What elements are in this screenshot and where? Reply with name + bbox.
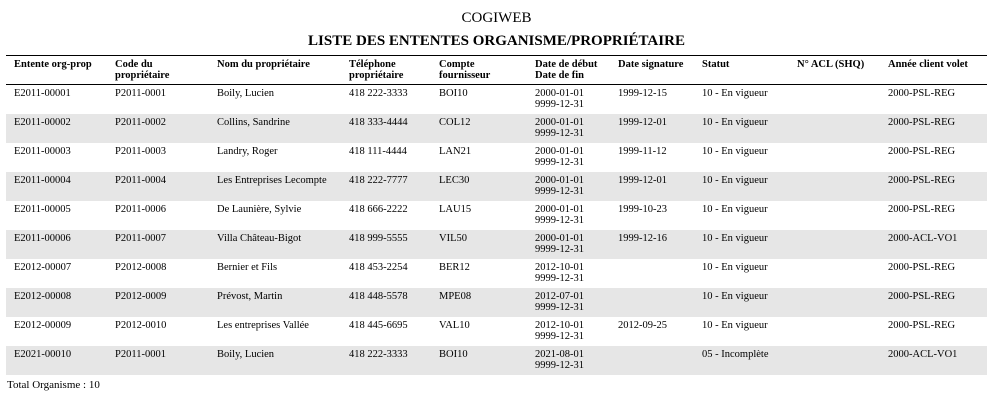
col-annee-cell bbox=[880, 288, 987, 317]
col-signature-cell bbox=[610, 201, 694, 230]
col-annee-cell bbox=[880, 201, 987, 230]
cell-value: 9999-12-31 bbox=[535, 214, 584, 226]
cell-value: E2011-00002 bbox=[14, 116, 71, 128]
col-annee-cell bbox=[880, 346, 987, 375]
col-compte-cell bbox=[431, 143, 527, 172]
column-header-label: Code du bbox=[115, 59, 153, 70]
col-code-cell bbox=[107, 172, 209, 201]
cell-value: 418 333-4444 bbox=[349, 116, 408, 128]
col-telephone-header bbox=[341, 56, 431, 85]
cell-value: 2000-PSL-REG bbox=[888, 116, 956, 128]
col-entente-cell bbox=[6, 85, 107, 114]
col-entente-cell bbox=[6, 259, 107, 288]
cell-value: 2021-08-01 bbox=[535, 348, 584, 360]
column-header-label: propriétaire bbox=[349, 70, 404, 81]
col-telephone-cell bbox=[341, 114, 431, 143]
col-compte-cell bbox=[431, 201, 527, 230]
table-row bbox=[6, 230, 987, 259]
cell-value: 10 - En vigueur bbox=[702, 145, 768, 157]
cell-value: E2011-00001 bbox=[14, 88, 71, 99]
cell-value: 10 - En vigueur bbox=[702, 290, 768, 302]
col-acl-header bbox=[789, 56, 880, 85]
cell-value: VAL10 bbox=[439, 319, 470, 331]
cell-value: 1999-12-01 bbox=[618, 116, 667, 128]
cell-value: 9999-12-31 bbox=[535, 359, 584, 371]
cell-value: 2012-10-01 bbox=[535, 261, 584, 273]
cell-value: P2011-0002 bbox=[115, 116, 166, 128]
table-row bbox=[6, 143, 987, 172]
table-row bbox=[6, 201, 987, 230]
col-code-cell bbox=[107, 288, 209, 317]
cell-value: 418 111-4444 bbox=[349, 145, 407, 157]
col-compte-cell bbox=[431, 288, 527, 317]
col-statut-cell bbox=[694, 230, 789, 259]
col-telephone-cell bbox=[341, 172, 431, 201]
cell-value: VIL50 bbox=[439, 232, 467, 244]
col-code-cell bbox=[107, 317, 209, 346]
col-acl-cell bbox=[789, 259, 880, 288]
table-header-row bbox=[6, 56, 987, 85]
table-row bbox=[6, 346, 987, 375]
table-row bbox=[6, 114, 987, 143]
col-compte-cell bbox=[431, 259, 527, 288]
col-compte-header bbox=[431, 56, 527, 85]
cell-value: 1999-12-16 bbox=[618, 232, 667, 244]
col-acl-cell bbox=[789, 114, 880, 143]
col-dates-cell bbox=[527, 317, 610, 346]
col-nom-cell bbox=[209, 317, 341, 346]
col-statut-cell bbox=[694, 172, 789, 201]
col-acl-cell bbox=[789, 317, 880, 346]
col-acl-cell bbox=[789, 85, 880, 114]
col-acl-cell bbox=[789, 230, 880, 259]
col-signature-cell bbox=[610, 114, 694, 143]
cell-value: P2012-0009 bbox=[115, 290, 167, 302]
table-row bbox=[6, 288, 987, 317]
column-header-label: Année client volet bbox=[888, 59, 968, 70]
cell-value: Collins, Sandrine bbox=[217, 116, 290, 128]
column-header-label: N° ACL (SHQ) bbox=[797, 59, 865, 70]
col-compte-cell bbox=[431, 114, 527, 143]
col-signature-cell bbox=[610, 346, 694, 375]
col-dates-cell bbox=[527, 259, 610, 288]
cell-value: 418 445-6695 bbox=[349, 319, 408, 331]
column-header-label: Statut bbox=[702, 59, 730, 70]
table-row bbox=[6, 172, 987, 201]
col-dates-cell bbox=[527, 346, 610, 375]
cell-value: P2012-0008 bbox=[115, 261, 167, 273]
col-statut-cell bbox=[694, 317, 789, 346]
cell-value: BER12 bbox=[439, 261, 470, 273]
cell-value: 2012-09-25 bbox=[618, 319, 667, 331]
col-signature-cell bbox=[610, 259, 694, 288]
col-entente-cell bbox=[6, 317, 107, 346]
col-code-cell bbox=[107, 114, 209, 143]
cell-value: 418 222-3333 bbox=[349, 88, 408, 99]
col-compte-cell bbox=[431, 172, 527, 201]
cell-value: 10 - En vigueur bbox=[702, 203, 768, 215]
col-dates-cell bbox=[527, 201, 610, 230]
cell-value: De Launière, Sylvie bbox=[217, 203, 302, 215]
cell-value: 10 - En vigueur bbox=[702, 174, 768, 186]
col-code-cell bbox=[107, 85, 209, 114]
cell-value: 9999-12-31 bbox=[535, 127, 584, 139]
col-signature-cell bbox=[610, 143, 694, 172]
cell-value: 9999-12-31 bbox=[535, 99, 584, 110]
cell-value: 9999-12-31 bbox=[535, 156, 584, 168]
column-header-label: Compte bbox=[439, 59, 475, 70]
cell-value: LEC30 bbox=[439, 174, 470, 186]
table-row bbox=[6, 259, 987, 288]
cell-value: E2011-00003 bbox=[14, 145, 71, 157]
cell-value: 2000-PSL-REG bbox=[888, 203, 956, 215]
col-signature-cell bbox=[610, 317, 694, 346]
col-telephone-cell bbox=[341, 230, 431, 259]
cell-value: COL12 bbox=[439, 116, 471, 128]
col-dates-cell bbox=[527, 172, 610, 201]
col-entente-cell bbox=[6, 114, 107, 143]
cell-value: Landry, Roger bbox=[217, 145, 278, 157]
col-annee-cell bbox=[880, 172, 987, 201]
col-statut-cell bbox=[694, 259, 789, 288]
cell-value: 418 999-5555 bbox=[349, 232, 408, 244]
cell-value: E2011-00006 bbox=[14, 232, 71, 244]
col-nom-cell bbox=[209, 201, 341, 230]
app-title: COGIWEB bbox=[461, 10, 532, 26]
cell-value: E2011-00004 bbox=[14, 174, 71, 186]
table-row bbox=[6, 85, 987, 114]
col-entente-cell bbox=[6, 201, 107, 230]
col-annee-cell bbox=[880, 259, 987, 288]
cell-value: 1999-10-23 bbox=[618, 203, 667, 215]
cell-value: 1999-11-12 bbox=[618, 145, 667, 157]
cell-value: P2011-0007 bbox=[115, 232, 166, 244]
col-nom-cell bbox=[209, 172, 341, 201]
column-header-label: Entente org-prop bbox=[14, 59, 92, 70]
cell-value: Boily, Lucien bbox=[217, 88, 275, 99]
cell-value: 9999-12-31 bbox=[535, 272, 584, 284]
cell-value: 1999-12-01 bbox=[618, 174, 667, 186]
col-nom-header bbox=[209, 56, 341, 85]
cell-value: 2000-01-01 bbox=[535, 88, 584, 99]
col-annee-cell bbox=[880, 85, 987, 114]
table-row bbox=[6, 317, 987, 346]
col-acl-cell bbox=[789, 172, 880, 201]
column-header-label: Date signature bbox=[618, 59, 684, 70]
col-statut-cell bbox=[694, 85, 789, 114]
cell-value: 2000-PSL-REG bbox=[888, 319, 956, 331]
cell-value: E2021-00010 bbox=[14, 348, 72, 360]
col-compte-cell bbox=[431, 346, 527, 375]
cell-value: 2000-PSL-REG bbox=[888, 174, 956, 186]
col-signature-cell bbox=[610, 288, 694, 317]
col-nom-cell bbox=[209, 143, 341, 172]
cell-value: E2012-00009 bbox=[14, 319, 72, 331]
col-acl-cell bbox=[789, 288, 880, 317]
col-statut-cell bbox=[694, 201, 789, 230]
col-statut-cell bbox=[694, 288, 789, 317]
cell-value: 418 222-7777 bbox=[349, 174, 408, 186]
col-statut-header bbox=[694, 56, 789, 85]
cell-value: 05 - Incomplète bbox=[702, 348, 769, 360]
cell-value: 2000-ACL-VO1 bbox=[888, 232, 958, 244]
col-telephone-cell bbox=[341, 346, 431, 375]
col-statut-cell bbox=[694, 346, 789, 375]
col-telephone-cell bbox=[341, 85, 431, 114]
col-dates-cell bbox=[527, 288, 610, 317]
col-annee-cell bbox=[880, 317, 987, 346]
cell-value: E2012-00008 bbox=[14, 290, 72, 302]
cell-value: 2012-10-01 bbox=[535, 319, 584, 331]
col-telephone-cell bbox=[341, 143, 431, 172]
cell-value: Bernier et Fils bbox=[217, 261, 278, 273]
col-telephone-cell bbox=[341, 259, 431, 288]
cell-value: Les entreprises Vallée bbox=[217, 319, 309, 331]
total-count: Total Organisme : 10 bbox=[7, 379, 100, 391]
cell-value: 2000-01-01 bbox=[535, 145, 584, 157]
col-code-cell bbox=[107, 143, 209, 172]
cell-value: P2011-0006 bbox=[115, 203, 166, 215]
column-header-label: Nom du propriétaire bbox=[217, 59, 310, 70]
cell-value: BOI10 bbox=[439, 348, 468, 360]
col-acl-cell bbox=[789, 201, 880, 230]
cell-value: 10 - En vigueur bbox=[702, 88, 768, 99]
column-header-label: Date de début bbox=[535, 59, 598, 70]
col-entente-cell bbox=[6, 143, 107, 172]
cell-value: 418 448-5578 bbox=[349, 290, 408, 302]
cell-value: LAN21 bbox=[439, 145, 472, 157]
col-dates-cell bbox=[527, 230, 610, 259]
cell-value: 9999-12-31 bbox=[535, 330, 584, 342]
cell-value: LAU15 bbox=[439, 203, 472, 215]
col-code-header bbox=[107, 56, 209, 85]
col-signature-cell bbox=[610, 230, 694, 259]
col-code-cell bbox=[107, 259, 209, 288]
cell-value: 10 - En vigueur bbox=[702, 232, 768, 244]
cell-value: 9999-12-31 bbox=[535, 185, 584, 197]
cell-value: P2011-0004 bbox=[115, 174, 166, 186]
col-dates-cell bbox=[527, 143, 610, 172]
col-compte-cell bbox=[431, 317, 527, 346]
col-entente-cell bbox=[6, 346, 107, 375]
cell-value: 2000-PSL-REG bbox=[888, 145, 956, 157]
report-title: LISTE DES ENTENTES ORGANISME/PROPRIÉTAIRE bbox=[308, 33, 685, 49]
col-code-cell bbox=[107, 230, 209, 259]
col-code-cell bbox=[107, 346, 209, 375]
col-compte-cell bbox=[431, 230, 527, 259]
col-code-cell bbox=[107, 201, 209, 230]
col-entente-cell bbox=[6, 230, 107, 259]
col-dates-header bbox=[527, 56, 610, 85]
col-acl-cell bbox=[789, 346, 880, 375]
col-nom-cell bbox=[209, 114, 341, 143]
col-nom-cell bbox=[209, 346, 341, 375]
cell-value: 9999-12-31 bbox=[535, 243, 584, 255]
col-annee-cell bbox=[880, 230, 987, 259]
col-acl-cell bbox=[789, 143, 880, 172]
cell-value: 418 222-3333 bbox=[349, 348, 408, 360]
cell-value: 2000-ACL-VO1 bbox=[888, 348, 958, 360]
col-compte-cell bbox=[431, 85, 527, 114]
table-body bbox=[6, 85, 987, 375]
cell-value: 9999-12-31 bbox=[535, 301, 584, 313]
col-annee-header bbox=[880, 56, 987, 85]
col-dates-cell bbox=[527, 114, 610, 143]
column-header-label: Téléphone bbox=[349, 59, 396, 70]
cell-value: E2011-00005 bbox=[14, 203, 71, 215]
cell-value: P2012-0010 bbox=[115, 319, 167, 331]
cell-value: E2012-00007 bbox=[14, 261, 72, 273]
column-header-label: propriétaire bbox=[115, 70, 170, 81]
cell-value: 2000-PSL-REG bbox=[888, 290, 956, 302]
col-signature-cell bbox=[610, 85, 694, 114]
col-signature-header bbox=[610, 56, 694, 85]
cell-value: 2000-01-01 bbox=[535, 174, 584, 186]
col-annee-cell bbox=[880, 143, 987, 172]
cell-value: 418 453-2254 bbox=[349, 261, 408, 273]
ententes-table bbox=[6, 55, 987, 375]
cell-value: Prévost, Martin bbox=[217, 290, 283, 302]
col-telephone-cell bbox=[341, 201, 431, 230]
cell-value: 2000-01-01 bbox=[535, 232, 584, 244]
column-header-label: Date de fin bbox=[535, 70, 584, 81]
col-nom-cell bbox=[209, 230, 341, 259]
col-nom-cell bbox=[209, 85, 341, 114]
cell-value: Les Entreprises Lecompte bbox=[217, 174, 327, 186]
cell-value: P2011-0001 bbox=[115, 88, 166, 99]
col-annee-cell bbox=[880, 114, 987, 143]
cell-value: 1999-12-15 bbox=[618, 88, 667, 99]
cell-value: 10 - En vigueur bbox=[702, 261, 768, 273]
col-nom-cell bbox=[209, 259, 341, 288]
cell-value: 418 666-2222 bbox=[349, 203, 408, 215]
cell-value: 2000-PSL-REG bbox=[888, 261, 956, 273]
col-entente-cell bbox=[6, 288, 107, 317]
cell-value: 2012-07-01 bbox=[535, 290, 584, 302]
cell-value: Boily, Lucien bbox=[217, 348, 275, 360]
col-telephone-cell bbox=[341, 288, 431, 317]
column-header-label: fournisseur bbox=[439, 70, 491, 81]
cell-value: 10 - En vigueur bbox=[702, 319, 768, 331]
cell-value: MPE08 bbox=[439, 290, 472, 302]
cell-value: 2000-PSL-REG bbox=[888, 88, 956, 99]
cell-value: 2000-01-01 bbox=[535, 203, 584, 215]
cell-value: BOI10 bbox=[439, 88, 468, 99]
cell-value: P2011-0003 bbox=[115, 145, 166, 157]
cell-value: P2011-0001 bbox=[115, 348, 166, 360]
col-entente-cell bbox=[6, 172, 107, 201]
col-statut-cell bbox=[694, 143, 789, 172]
col-dates-cell bbox=[527, 85, 610, 114]
cell-value: Villa Château-Bigot bbox=[217, 232, 302, 244]
col-entente-header bbox=[6, 56, 107, 85]
cell-value: 10 - En vigueur bbox=[702, 116, 768, 128]
cell-value: 2000-01-01 bbox=[535, 116, 584, 128]
col-telephone-cell bbox=[341, 317, 431, 346]
col-nom-cell bbox=[209, 288, 341, 317]
col-statut-cell bbox=[694, 114, 789, 143]
col-signature-cell bbox=[610, 172, 694, 201]
